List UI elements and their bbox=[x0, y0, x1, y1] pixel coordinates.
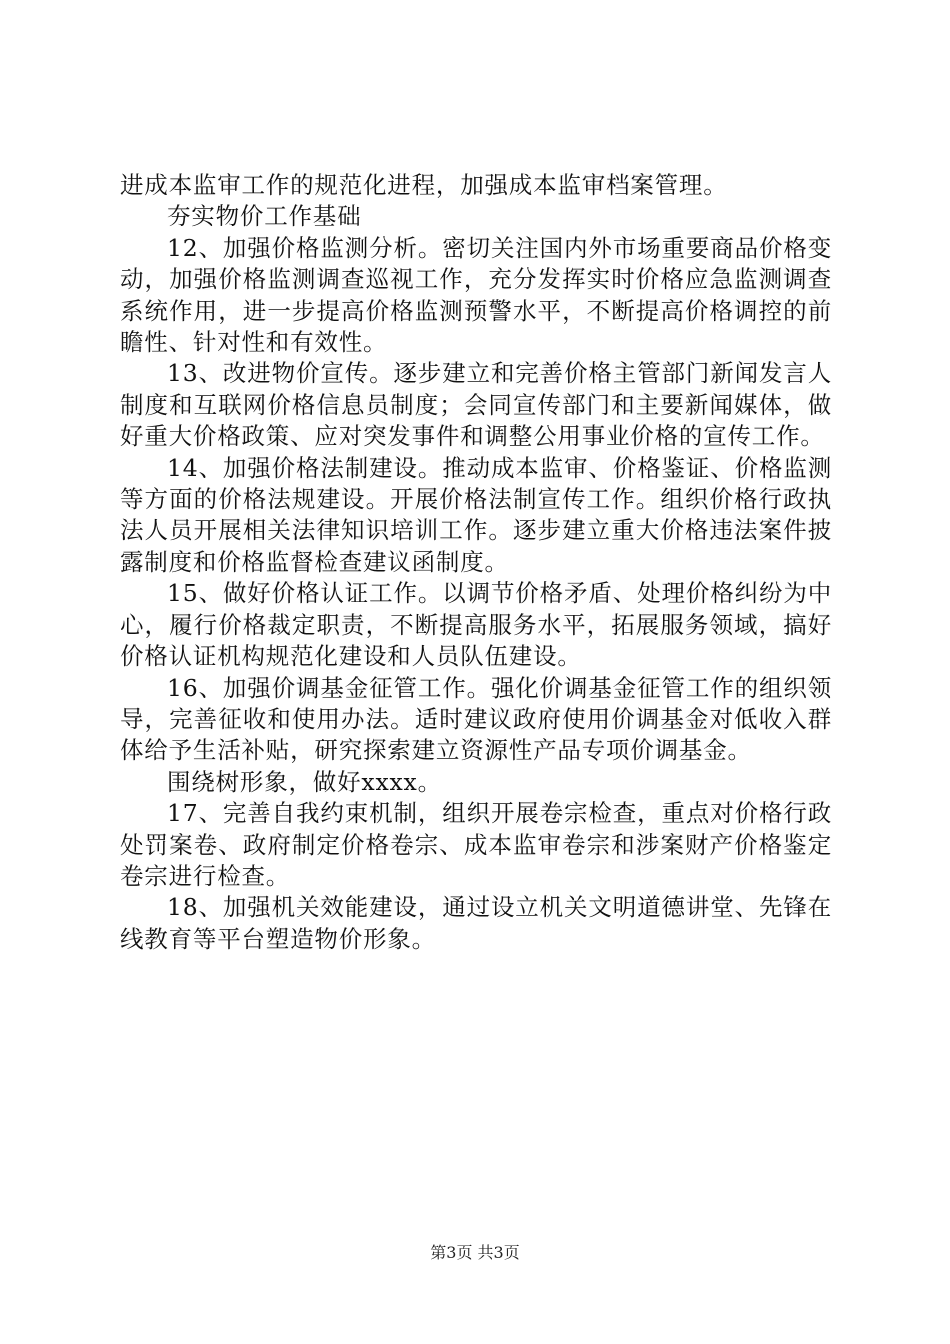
section-heading-price-foundation: 夯实物价工作基础 bbox=[167, 202, 362, 231]
page-number-footer: 第3页 共3页 bbox=[430, 1243, 520, 1262]
paragraph-item-13: 13、改进物价宣传。逐步建立和完善价格主管部门新闻发言人制度和互联网价格信息员制度；会同宣传部门和主要新闻媒体，做好重大价格政策、应对突发事件和调整公用事业价格的宣传工作。 bbox=[120, 359, 832, 451]
paragraph-item-16: 16、加强价调基金征管工作。强化价调基金征管工作的组织领导，完善征收和使用办法。适时建议政府使用价调基金对低收入群体给予生活补贴，研究探索建立资源性产品专项价调基金。 bbox=[120, 673, 832, 765]
paragraph-item-14: 14、加强价格法制建设。推动成本监审、价格鉴证、价格监测等方面的价格法规建设。开展价格法制宣传工作。组织价格行政执法人员开展相关法律知识培训工作。逐步建立重大价格违法案件披露制度和价格监督检查建议函制度。 bbox=[120, 453, 832, 576]
paragraph-item-18: 18、加强机关效能建设，通过设立机关文明道德讲堂、先锋在线教育等平台塑造物价形象。 bbox=[120, 893, 832, 953]
paragraph-item-15: 15、做好价格认证工作。以调节价格矛盾、处理价格纠纷为中心，履行价格裁定职责，不断提高服务水平，拓展服务领域，搞好价格认证机构规范化建设和人员队伍建设。 bbox=[120, 579, 832, 671]
document-body bbox=[120, 170, 832, 955]
paragraph-item-17: 17、完善自我约束机制，组织开展卷宗检查，重点对价格行政处罚案卷、政府制定价格卷宗、成本监审卷宗和涉案财产价格鉴定卷宗进行检查。 bbox=[120, 799, 832, 890]
section-heading-image: 围绕树形象，做好xxxx。 bbox=[167, 767, 442, 796]
paragraph-continuation: 进成本监审工作的规范化进程，加强成本监审档案管理。 bbox=[120, 171, 728, 199]
paragraph-item-12: 12、加强价格监测分析。密切关注国内外市场重要商品价格变动，加强价格监测调查巡视工作，充分发挥实时价格应急监测调查系统作用，进一步提高价格监测预警水平，不断提高价格调控的前瞻性、针对性和有效性。 bbox=[120, 233, 832, 357]
